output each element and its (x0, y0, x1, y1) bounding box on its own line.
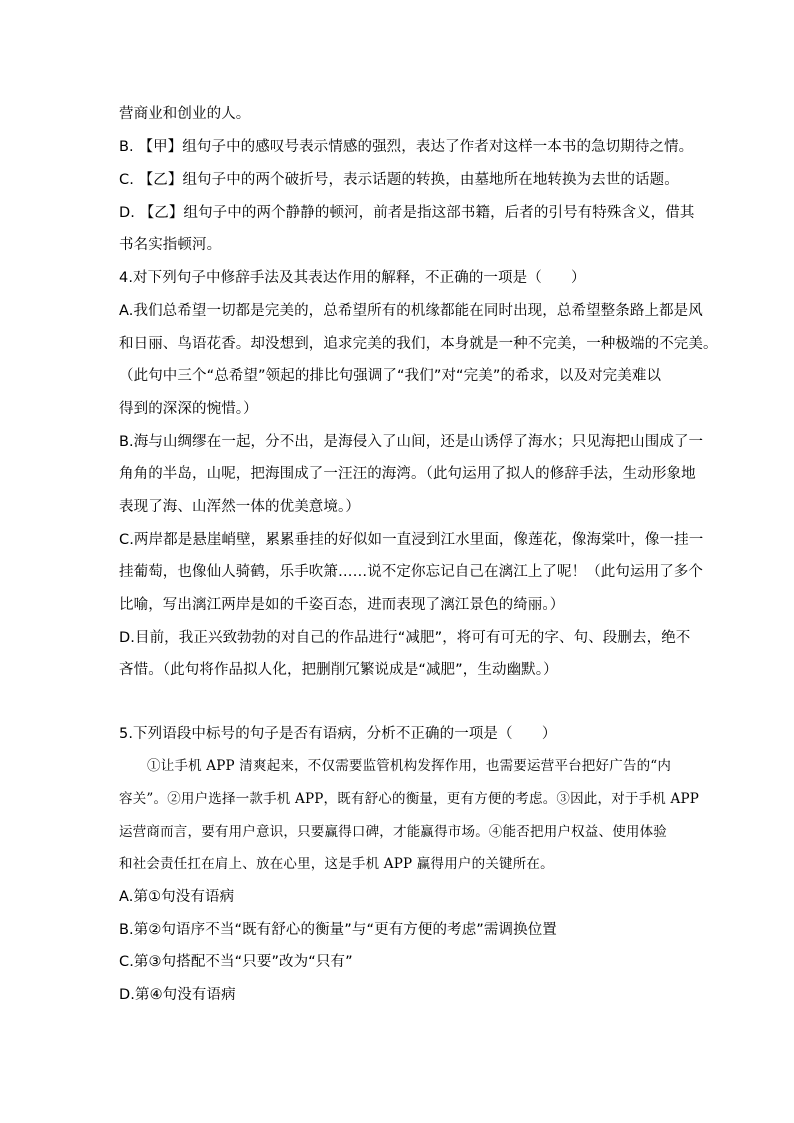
q5-option-c: C.第③句搭配不当“只要”改为“只有” (119, 954, 353, 970)
q4-option-a-line-3: （此句中三个“总希望”领起的排比句强调了“我们”对“完美”的希求，以及对完美难以 (119, 368, 662, 384)
q5-passage-line-2: 容关”。②用户选择一款手机 APP，既有舒心的衡量，更有方便的考虑。③因此，对于手机 APP (119, 791, 700, 807)
q4-option-c-line-1: C.两岸都是悬崖峭壁，累累垂挂的好似如一直浸到江水里面，像莲花，像海棠叶，像一挂一 (119, 532, 704, 548)
q4-option-d-line-1: D.目前，我正兴致勃勃的对自己的作品进行“减肥”，将可有可无的字、句、段删去，绝不 (119, 630, 691, 646)
option-d-continuation: 书名实指顿河。 (119, 237, 222, 253)
option-b: B. 【甲】组句子中的感叹号表示情感的强烈，表达了作者对这样一本书的急切期待之情。 (119, 139, 694, 155)
question-4-stem: 4.对下列句子中修辞手法及其表达作用的解释，不正确的一项是（ ） (119, 270, 586, 286)
q4-option-c-line-3: 比喻，写出漓江两岸是如的千姿百态，进而表现了漓江景色的绮丽。） (119, 597, 565, 613)
q5-option-b: B.第②句语序不当“既有舒心的衡量”与“更有方便的考虑”需调换位置 (119, 922, 557, 938)
q4-option-b-line-3: 表现了海、山浑然一体的优美意境。） (119, 499, 360, 515)
q5-passage-line-4: 和社会责任扛在肩上、放在心里，这是手机 APP 赢得用户的关键所在。 (119, 856, 554, 872)
q4-option-d-line-2: 吝惜。（此句将作品拟人化，把删削冗繁说成是“减肥”，生动幽默。） (119, 662, 558, 678)
q4-option-b-line-1: B.海与山绸缪在一起，分不出，是海侵入了山间，还是山诱俘了海水；只见海把山围成了一 (119, 434, 704, 450)
q5-passage-line-3: 运营商而言，要有用户意识，只要赢得口碑，才能赢得市场。④能否把用户权益、使用体验 (119, 824, 667, 840)
q4-option-c-line-2: 挂葡萄，也像仙人骑鹤，乐手吹箫……说不定你忘记自己在漓江上了呢！（此句运用了多个 (119, 564, 703, 580)
q5-option-d: D.第④句没有语病 (119, 987, 236, 1003)
q4-option-a-line-1: A.我们总希望一切都是完美的，总希望所有的机缘都能在同时出现，总希望整条路上都是风 (119, 303, 703, 319)
q4-option-b-line-2: 角角的半岛，山呢，把海围成了一汪汪的海湾。（此句运用了拟人的修辞手法，生动形象地 (119, 466, 696, 482)
question-5-stem: 5.下列语段中标号的句子是否有语病，分析不正确的一项是（ ） (119, 726, 557, 742)
option-a-continuation: 营商业和创业的人。 (119, 106, 251, 122)
q4-option-a-line-4: 得到的深深的惋惜。） (119, 401, 258, 417)
option-d: D. 【乙】组句子中的两个静静的顿河，前者是指这部书籍，后者的引号有特殊含义，借其 (119, 205, 695, 221)
q5-option-a: A.第①句没有语病 (119, 889, 235, 905)
q5-passage-line-1: ①让手机 APP 清爽起来，不仅需要监管机构发挥作用，也需要运营平台把好广告的“内 (147, 758, 672, 774)
option-c: C. 【乙】组句子中的两个破折号，表示话题的转换，由墓地所在地转换为去世的话题。 (119, 172, 679, 188)
q4-option-a-line-2: 和日丽、鸟语花香。却没想到，追求完美的我们，本身就是一种不完美，一种极端的不完美。 (119, 336, 718, 352)
